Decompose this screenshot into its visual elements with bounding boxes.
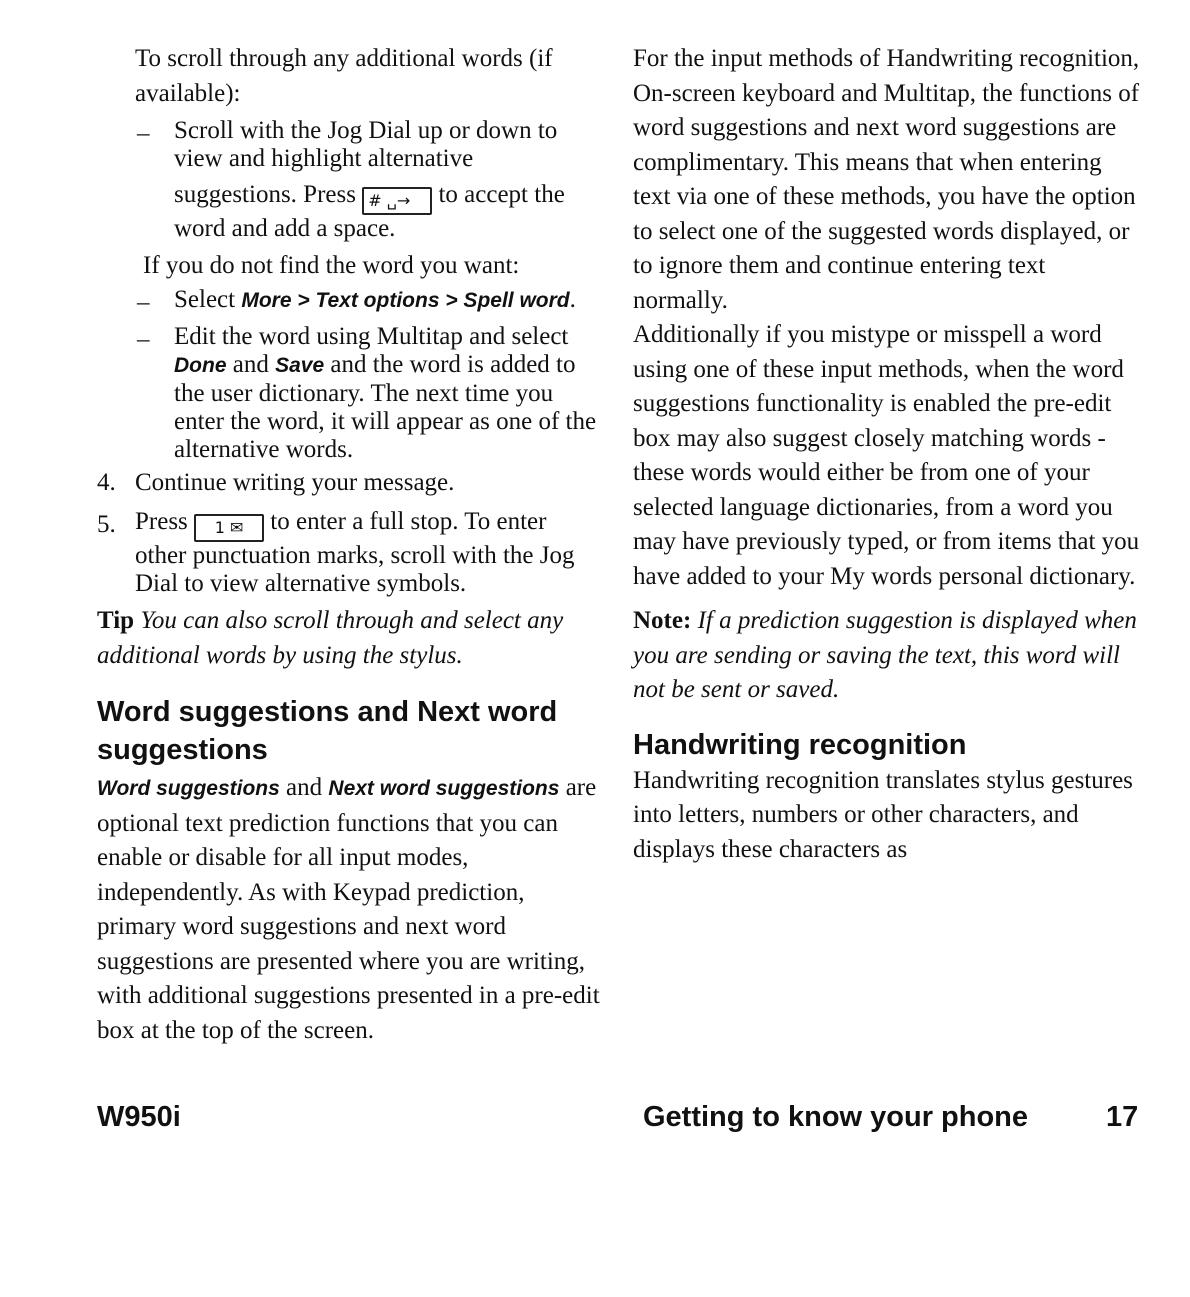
tip-text: You can also scroll through and select any additional words by using the stylus.: [97, 607, 564, 669]
note-text: If a prediction suggestion is displayed when you are sending or saving the text, this word will not be sent or saved.: [633, 607, 1137, 703]
if-not-found-text: If you do not find the word you want:: [143, 252, 520, 279]
footer-model: W950i: [97, 1101, 181, 1133]
step-4-text: Continue writing your message.: [135, 468, 455, 496]
right-column: [633, 42, 1143, 867]
step-5-text: Press 1 ✉ to enter a full stop. To enter other punctuation marks, scroll with the Jog Dial to view alternative symbols.: [135, 508, 575, 597]
input-methods-paragraph: For the input methods of Handwriting recognition, On-screen keyboard and Multitap, the functions of word suggestions and next word suggestions are complimentary. This means that when entering text via one of these methods, you have the option to select one of the suggested words displayed, or to ignore them and continue entering text normally.: [633, 45, 1140, 314]
mistype-paragraph: Additionally if you mistype or misspell a word using one of these input methods, when the word suggestions functionality is enabled the pre-edit box may also suggest closely matching words - these words would either be from one of your selected language dictionaries, from a word you may have previously typed, or from items that you have added to your My words personal dictionary.: [633, 321, 1140, 590]
note: [633, 604, 1143, 708]
page-number: 17: [1106, 1101, 1139, 1133]
ui-word-suggestions: Word suggestions: [97, 777, 280, 800]
bullet-scroll-text: Scroll with the Jog Dial up or down to view and highlight alternative: [174, 117, 558, 172]
dash-marker: –: [137, 325, 150, 353]
menu-path-spell-word: More > Text options > Spell word: [241, 288, 570, 312]
handwriting-heading: Handwriting recognition: [633, 728, 967, 761]
list-item: [97, 286, 602, 315]
tip-label: Tip: [97, 607, 135, 634]
left-column: [97, 42, 602, 1048]
hash-key-icon: # ␣→: [362, 187, 432, 215]
word-suggestions-heading: Word suggestions and Next word suggestions: [97, 696, 558, 766]
bullet-edit-word: Edit the word using Multitap and select Done and Save and the word is added to the user dictionary. The next time you enter the word, it will appear as one of the alternative words.: [174, 322, 597, 463]
bullet-spell-word: Select More > Text options > Spell word.: [174, 285, 576, 313]
note-label: Note:: [633, 607, 692, 634]
ui-next-word-suggestions: Next word suggestions: [328, 777, 560, 800]
footer-section-title: Getting to know your phone: [643, 1101, 1029, 1133]
ui-save: Save: [275, 353, 325, 377]
dash-marker: –: [137, 120, 150, 147]
handwriting-body: Handwriting recognition translates stylus gestures into letters, numbers or other characters, and displays these characters as: [633, 766, 1133, 863]
one-key-icon: 1 ✉: [194, 514, 264, 542]
dash-marker: –: [137, 288, 150, 316]
bullet-press-text: suggestions. Press # ␣→ to accept the word and add a space.: [174, 181, 565, 242]
list-item: [97, 117, 602, 243]
word-suggestions-body: Word suggestions and Next word suggestions are optional text prediction functions that you can enable or disable for all input modes, independently. As with Keypad prediction, primary word suggestions and next word suggestions are presented where you are writing, with additional suggestions presented in a pre-edit box at the top of the screen.: [97, 774, 600, 1044]
scroll-intro: To scroll through any additional words (if available):: [135, 45, 553, 107]
ui-done: Done: [174, 353, 227, 377]
list-item: [97, 508, 602, 598]
list-item: [97, 323, 602, 464]
step-number: 4.: [97, 468, 116, 496]
tip: [97, 604, 602, 673]
step-number: 5.: [97, 511, 116, 538]
list-item: [97, 466, 602, 501]
